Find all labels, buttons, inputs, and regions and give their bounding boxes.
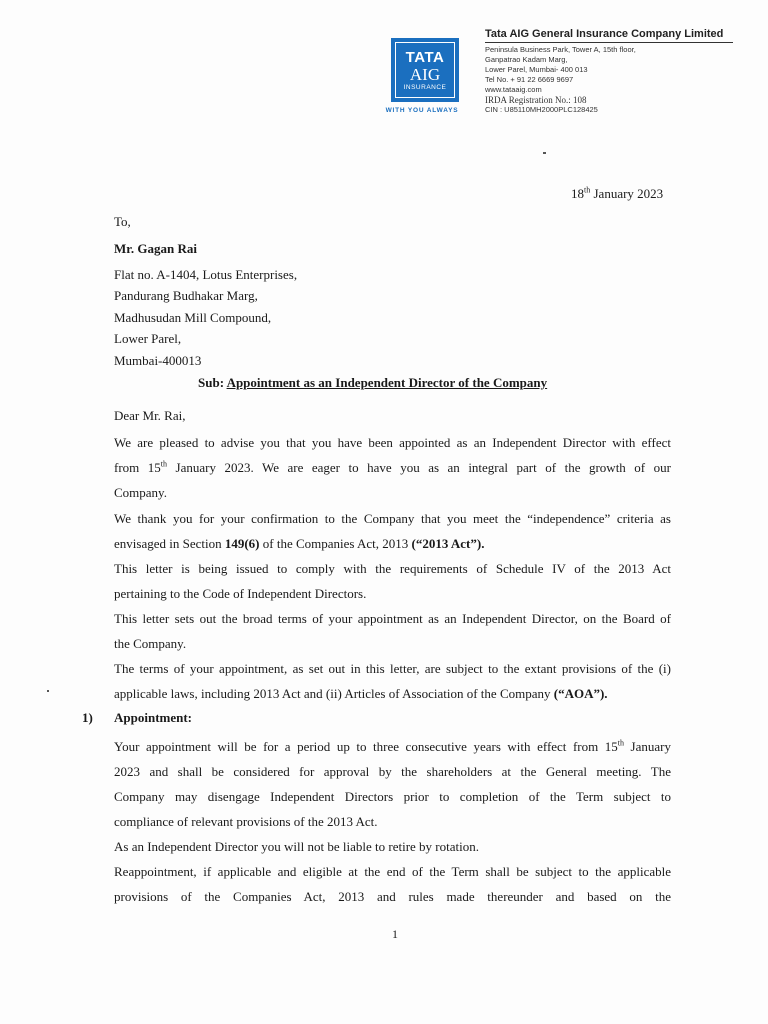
logo-aig-text: AIG: [409, 65, 441, 84]
recipient-address-line: Madhusudan Mill Compound,: [114, 309, 272, 325]
paragraph: This letter sets out the broad terms of your appointment as an Independent Director, on the Board of the Company.: [114, 611, 671, 651]
recipient-address-line: Pandurang Budhakar Marg,: [114, 288, 258, 303]
paragraph: Reappointment, if applicable and eligible at the end of the Term shall be subject to the applicable provisions of the Companies Act, 2013 and rules made thereunder and based on the: [114, 864, 671, 904]
irda-registration: IRDA Registration No.: 108: [485, 95, 587, 105]
company-name: Tata AIG General Insurance Company Limited: [485, 28, 724, 40]
section-heading: [82, 710, 192, 726]
salutation: Dear Mr. Rai,: [114, 408, 186, 423]
paragraph: We are pleased to advise you that you have been appointed as an Independent Director with effect from 15th January 2023. We are eager to have you as an integral part of the growth of our Company.: [114, 435, 671, 500]
company-address-line: Peninsula Business Park, Tower A, 15th floor,: [485, 45, 636, 54]
paragraph: This letter is being issued to comply with the requirements of Schedule IV of the 2013 Act pertaining to the Code of Independent Directors.: [114, 561, 671, 601]
paragraph: Your appointment will be for a period up to three consecutive years with effect from 15th January 2023 and shall be considered for approval by the shareholders at the General meeting. The Company may disengage Independent Directors prior to completion of the Term subject to compliance of relevant provisions of the 2013 Act.: [114, 738, 671, 829]
section-number: 1): [82, 710, 93, 725]
company-address-block: [485, 28, 733, 115]
divider: [485, 42, 733, 43]
cin-number: CIN : U85110MH2000PLC128425: [485, 105, 598, 114]
section-title: Appointment:: [114, 710, 193, 725]
paragraph: We thank you for your confirmation to the Company that you meet the “independence” criteria as envisaged in Section 149(6) of the Companies Act, 2013 (“2013 Act”).: [114, 511, 671, 551]
paragraph: The terms of your appointment, as set out in this letter, are subject to the extant provisions of the (i) applicable laws, including 2013 Act and (ii) Articles of Association of the Company (“AOA”).: [114, 661, 671, 701]
logo-tagline: WITH YOU ALWAYS: [385, 107, 459, 114]
subject-line: Sub: Appointment as an Independent Director of the Company: [198, 375, 548, 390]
logo-tata-text: TATA: [405, 49, 445, 66]
company-address-line: Ganpatrao Kadam Marg,: [485, 55, 568, 64]
letter-date: 18th January 2023: [571, 185, 664, 201]
subject-text: Appointment as an Independent Director of the Company: [226, 375, 548, 390]
recipient-address-line: Flat no. A-1404, Lotus Enterprises,: [114, 266, 298, 282]
recipient-block: [114, 238, 297, 371]
scan-speck: [47, 690, 49, 692]
company-address-line: Lower Parel, Mumbai- 400 013: [485, 65, 588, 74]
scan-speck: [543, 152, 546, 154]
page-number: 1: [392, 927, 398, 941]
logo-badge: [391, 38, 459, 102]
logo-insurance-text: INSURANCE: [403, 84, 447, 91]
recipient-name: Mr. Gagan Rai: [114, 241, 197, 256]
to-label: To,: [114, 214, 131, 229]
company-logo: [385, 38, 459, 114]
company-website: www.tataaig.com: [485, 85, 542, 94]
recipient-address-line: Mumbai-400013: [114, 352, 202, 368]
company-phone: Tel No. + 91 22 6669 9697: [485, 75, 574, 84]
paragraph: As an Independent Director you will not be liable to retire by rotation.: [114, 839, 479, 854]
recipient-address-line: Lower Parel,: [114, 331, 182, 346]
